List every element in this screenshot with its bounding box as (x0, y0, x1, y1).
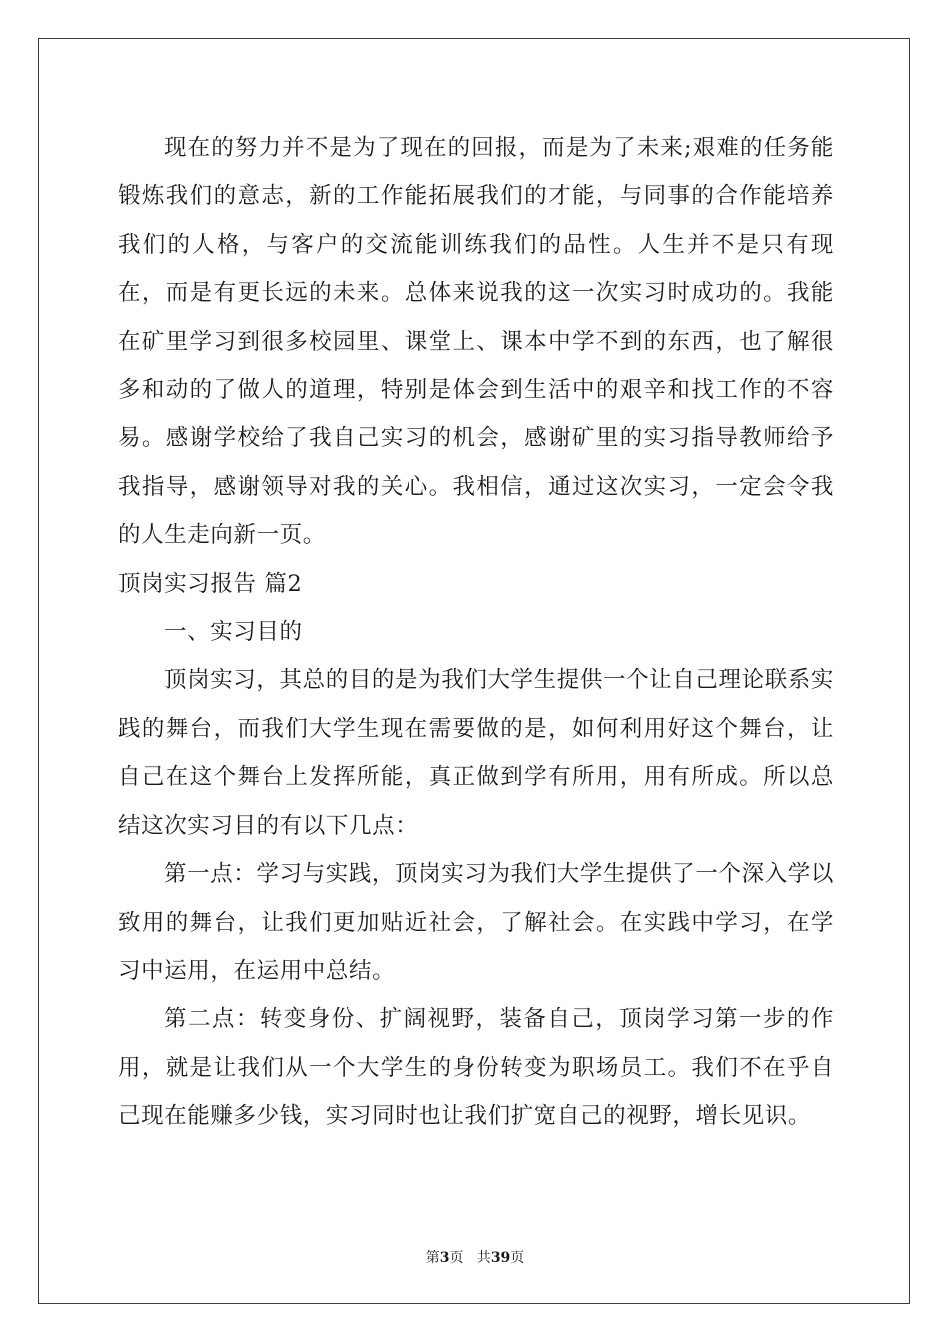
paragraph-conclusion: 现在的努力并不是为了现在的回报，而是为了未来;艰难的任务能锻炼我们的意志，新的工作能拓展我们的才能，与同事的合作能培养我们的人格，与客户的交流能训练我们的品性。人生并不是只有现在，而是有更长远的未来。总体来说我的这一次实习时成功的。我能在矿里学习到很多校园里、课堂上、课本中学不到的东西，也了解很多和动的了做人的道理，特别是体会到生活中的艰辛和找工作的不容易。感谢学校给了我自己实习的机会，感谢矿里的实习指导教师给予我指导，感谢领导对我的关心。我相信，通过这次实习，一定会令我的人生走向新一页。 (118, 135, 834, 549)
subsection-heading: 一、实习目的 (164, 619, 303, 646)
footer-prefix: 第 (425, 1250, 440, 1266)
page-footer (0, 1247, 950, 1267)
footer-total-pages: 39 (490, 1250, 511, 1266)
document-body (118, 124, 834, 1141)
paragraph-point-two: 第二点：转变身份、扩阔视野，装备自己，顶岗学习第一步的作用，就是让我们从一个大学生的身份转变为职场员工。我们不在乎自己现在能赚多少钱，实习同时也让我们扩宽自己的视野，增长见识。 (118, 1006, 834, 1130)
footer-suffix: 页 (510, 1250, 525, 1266)
footer-mid: 页 共 (449, 1250, 491, 1266)
paragraph-purpose: 顶岗实习，其总的目的是为我们大学生提供一个让自己理论联系实践的舞台，而我们大学生现在需要做的是，如何利用好这个舞台，让自己在这个舞台上发挥所能，真正做到学有所用，用有所成。所以总结这次实习目的有以下几点： (118, 667, 834, 839)
paragraph-point-one: 第一点：学习与实践，顶岗实习为我们大学生提供了一个深入学以致用的舞台，让我们更加贴近社会，了解社会。在实践中学习，在学习中运用，在运用中总结。 (118, 861, 834, 984)
section-heading: 顶岗实习报告 篇2 (118, 570, 303, 597)
footer-page-number: 3 (439, 1250, 450, 1266)
